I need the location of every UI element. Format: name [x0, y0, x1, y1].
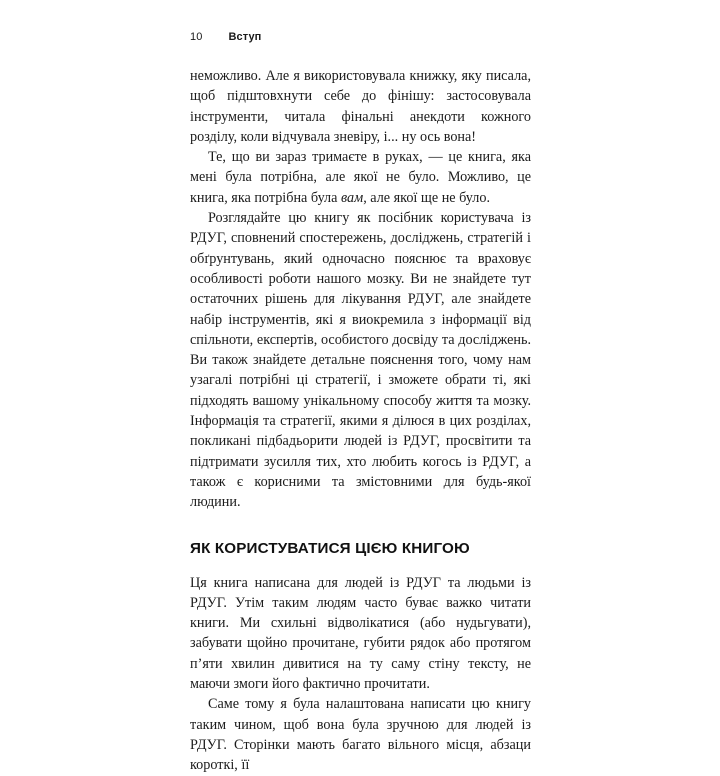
running-head-title: Вступ — [228, 31, 262, 43]
heading-spacer-bottom — [190, 559, 531, 573]
heading-spacer-top — [190, 513, 531, 539]
paragraph-2-text-after-italic: , але якої ще не було. — [363, 189, 490, 206]
paragraph-2-text-before-italic: Те, що ви зараз тримаєте в руках, — це книга, яка мені була потрібна, але якої не було. Можливо, це книга, яка потрібна була — [190, 149, 531, 206]
emphasized-word: вам — [340, 189, 364, 206]
page-number: 10 — [190, 31, 203, 43]
paragraph-3: Розглядайте цю книгу як посібник користувача із РДУГ, сповнений спостережень, досліджень, стратегій і обґрунтувань, який одночасно пояснює та враховує особливості роботи нашого мозку. Ви не знайдете тут остаточних рішень для лікування РДУГ, але знайдете набір інструментів, які я виокремила з інформації від спільноти, експертів, особистого досвіду та досліджень. Ви також знайдете детальне пояснення того, чому нам узагалі потрібні ці стратегії, і зможете обрати ті, які підходять вашому унікальному способу життя та мозку. Інформація та стратегії, якими я ділюся в цих розділах, покликані підбадьорити людей із РДУГ, просвітити та підтримати зусилля тих, хто любить когось із РДУГ, а також є корисними та змістовними для будь-якої людини. — [190, 210, 531, 511]
paragraph-5: Саме тому я була налаштована написати цю книгу таким чином, щоб вона була зручною для людей із РДУГ. Сторінки мають багато вільного місця, абзаци короткі, її — [190, 696, 531, 774]
section-heading: ЯК КОРИСТУВАТИСЯ ЦІЄЮ КНИГОЮ — [190, 539, 470, 557]
paragraph-2 — [190, 147, 531, 208]
text-column — [190, 66, 531, 776]
paragraph-4: Ця книга написана для людей із РДУГ та людьми із РДУГ. Утім таким людям часто буває важко читати книги. Ми схильні відволікатися (або нудьгувати), забувати щойно прочитане, губити рядок або протягом п’яти хвилин дивитися на ту саму стіну тексту, не маючи змоги його фактично прочитати. — [190, 574, 531, 693]
running-head — [190, 30, 531, 44]
paragraph-continued: неможливо. Але я використовувала книжку, яку писала, щоб підштовхнути себе до фінішу: застосовувала інструменти, читала фінальні анекдоти кожного розділу, коли відчувала зневіру, і... ну ось вона! — [190, 68, 531, 145]
